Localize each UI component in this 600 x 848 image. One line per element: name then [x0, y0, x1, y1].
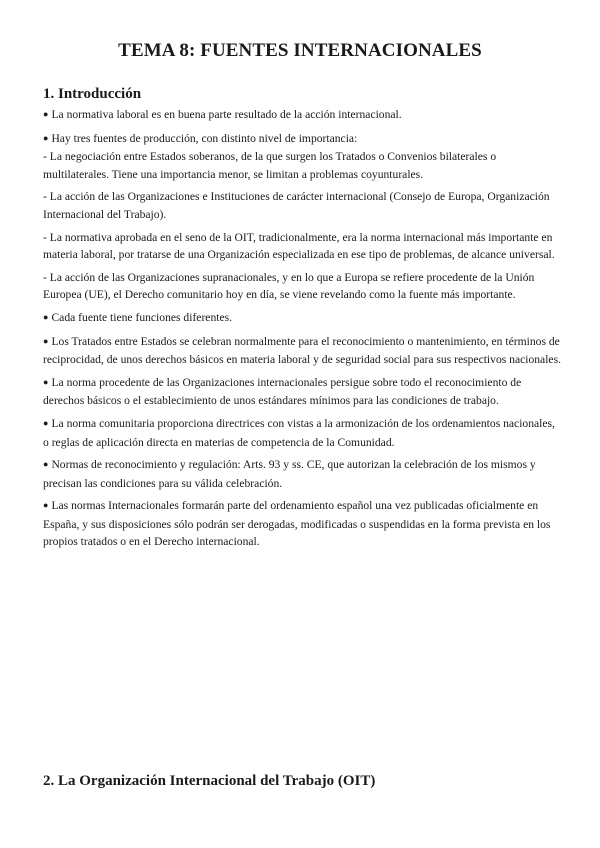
- bullet-paragraph: [43, 456, 563, 492]
- paragraph-text: La normativa laboral es en buena parte resultado de la acción internacional.: [51, 108, 402, 121]
- paragraph-text: Cada fuente tiene funciones diferentes.: [51, 310, 233, 324]
- paragraph-text: Las normas Internacionales formarán parte del ordenamiento español una vez publicadas oficialmente en España, y sus disposiciones sólo podrán ser derogadas, modificadas o suspendidas en la forma prevista en los propios tratados o en el Derecho internacional.: [43, 499, 551, 549]
- dash-paragraph: - La acción de las Organizaciones supranacionales, y en lo que a Europa se refiere procedente de la Unión Europea (UE), el Derecho comunitario hoy en día, se viene revelando como la fuente más importante.: [43, 270, 535, 302]
- document-title: TEMA 8: FUENTES INTERNACIONALES: [118, 40, 482, 61]
- bullet-icon: ●: [43, 417, 49, 428]
- bullet-paragraph: [43, 415, 563, 451]
- paragraph-text: Normas de reconocimiento y regulación: Arts. 93 y ss. CE, que autorizan la celebración de los mismos y precisan las condiciones para su válida celebración.: [43, 458, 536, 490]
- bullet-icon: ●: [43, 335, 49, 346]
- bullet-paragraph: [43, 333, 563, 369]
- dash-paragraph: - La normativa aprobada en el seno de la OIT, tradicionalmente, era la norma internacional más importante en materia laboral, por tratarse de una Organización especializada en ese tipo de problemas, de alcance universal.: [43, 230, 555, 262]
- section-2-heading: 2. La Organización Internacional del Trabajo (OIT): [43, 773, 376, 789]
- bullet-icon: ●: [43, 132, 49, 143]
- bullet-paragraph: [43, 309, 563, 328]
- bullet-icon: ●: [43, 376, 49, 387]
- section-1-body: [43, 106, 563, 556]
- bullet-icon: ●: [43, 311, 49, 322]
- paragraph-text: Los Tratados entre Estados se celebran normalmente para el reconocimiento o mantenimiento, en términos de reciprocidad, de unos derechos básicos en materia laboral y de seguridad social para sus respectivos nacionales.: [43, 334, 561, 367]
- bullet-paragraph: [43, 106, 563, 125]
- section-1-heading: 1. Introducción: [43, 86, 142, 102]
- dash-paragraph: - La negociación entre Estados soberanos, de la que surgen los Tratados o Convenios bilaterales o multilaterales. Tiene una importancia menor, se limitan a problemas coyunturales.: [43, 150, 497, 181]
- bullet-icon: ●: [43, 500, 49, 511]
- paragraph-text: Hay tres fuentes de producción, con distinto nivel de importancia:: [51, 131, 358, 145]
- bullet-paragraph: [43, 374, 563, 410]
- dash-paragraph: - La acción de las Organizaciones e Instituciones de carácter internacional (Consejo de Europa, Organización Internacional del Trabajo).: [43, 190, 550, 221]
- paragraph-text: La norma procedente de las Organizaciones internacionales persigue sobre todo el reconocimiento de derechos básicos o el establecimiento de unos estándares mínimos para las condiciones de trabajo.: [43, 375, 522, 408]
- bullet-icon: ●: [43, 109, 49, 119]
- bullet-paragraph: [43, 130, 563, 149]
- paragraph-text: La norma comunitaria proporciona directrices con vistas a la armonización de los ordenamientos nacionales, o reglas de aplicación directa en materias de competencia de la Comunidad.: [43, 416, 555, 449]
- bullet-paragraph: [43, 497, 563, 551]
- bullet-icon: ●: [43, 459, 49, 470]
